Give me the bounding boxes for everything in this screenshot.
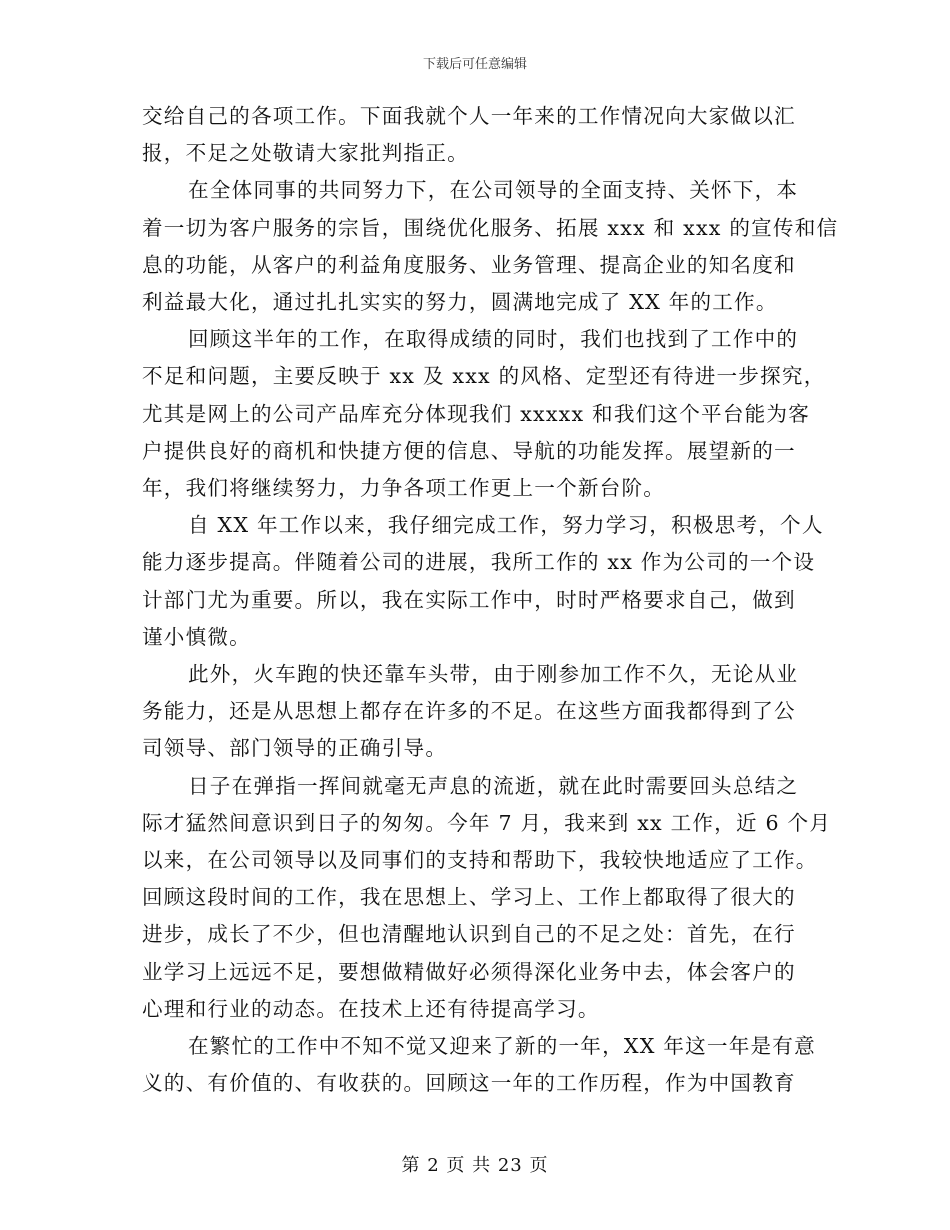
text-line: 计部门尤为重要。所以，我在实际工作中，时时严格要求自己，做到	[142, 587, 796, 612]
text-line: 户提供良好的商机和快捷方便的信息、导航的功能发挥。展望新的一	[142, 438, 796, 463]
paragraph	[142, 1028, 816, 1102]
text-line: 能力逐步提高。伴随着公司的进展，我所工作的 xx 作为公司的一个设	[142, 550, 816, 575]
text-line: 谨小慎微。	[142, 624, 251, 649]
paragraph	[142, 321, 826, 507]
text-line: 际才猛然间意识到日子的匆匆。今年 7 月，我来到 xx 工作，近 6 个月	[142, 810, 832, 835]
text-line: 务能力，还是从思想上都存在许多的不足。在这些方面我都得到了公	[142, 699, 796, 724]
paragraph	[142, 768, 832, 1028]
text-line: 此外，火车跑的快还靠车头带，由于刚参加工作不久，无论从业	[188, 662, 799, 687]
text-line: 自 XX 年工作以来，我仔细完成工作，努力学习，积极思考，个人	[188, 513, 824, 538]
text-line: 在全体同事的共同努力下，在公司领导的全面支持、关怀下，本	[188, 178, 799, 203]
text-line: 回顾这半年的工作，在取得成绩的同时，我们也找到了工作中的	[188, 327, 799, 352]
paragraph	[142, 172, 839, 321]
paragraph	[142, 507, 824, 656]
text-line: 不足和问题，主要反映于 xx 及 xxx 的风格、定型还有待进一步探究，	[142, 364, 826, 389]
document-body	[142, 98, 839, 1102]
text-line: 着一切为客户服务的宗旨，围绕优化服务、拓展 xxx 和 xxx 的宣传和信	[142, 215, 839, 240]
text-line: 交给自己的各项工作。下面我就个人一年来的工作情况向大家做以汇	[142, 104, 796, 128]
text-line: 尤其是网上的公司产品库充分体现我们 xxxxx 和我们这个平台能为客	[142, 401, 810, 426]
text-line: 报，不足之处敬请大家批判指正。	[142, 141, 469, 166]
page-header: 下载后可任意编辑	[422, 57, 527, 72]
text-line: 司领导、部门领导的正确引导。	[142, 736, 448, 761]
text-line: 利益最大化，通过扎扎实实的努力，圆满地完成了 XX 年的工作。	[142, 290, 778, 315]
text-line: 心理和行业的动态。在技术上还有待提高学习。	[142, 996, 600, 1021]
text-line: 在繁忙的工作中不知不觉又迎来了新的一年，XX 年这一年是有意	[188, 1034, 816, 1059]
text-line: 回顾这段时间的工作，我在思想上、学习上、工作上都取得了很大的	[142, 885, 796, 910]
text-line: 年，我们将继续努力，力争各项工作更上一个新台阶。	[142, 476, 666, 501]
paragraph	[142, 656, 807, 768]
text-line: 进步，成长了不少，但也清醒地认识到自己的不足之处：首先，在行	[142, 922, 796, 947]
text-line: 以来，在公司领导以及同事们的支持和帮助下，我较快地适应了工作。	[142, 848, 818, 873]
paragraph	[142, 98, 807, 172]
page-number-footer: 第 2 页 共 23 页	[401, 1155, 549, 1176]
text-line: 业学习上远远不足，要想做精做好必须得深化业务中去，体会客户的	[142, 959, 796, 984]
text-line: 息的功能，从客户的利益角度服务、业务管理、提高企业的知名度和	[142, 252, 796, 277]
text-line: 义的、有价值的、有收获的。回顾这一年的工作历程，作为中国教育	[142, 1071, 796, 1096]
text-line: 日子在弹指一挥间就毫无声息的流逝，就在此时需要回头总结之	[188, 773, 799, 798]
